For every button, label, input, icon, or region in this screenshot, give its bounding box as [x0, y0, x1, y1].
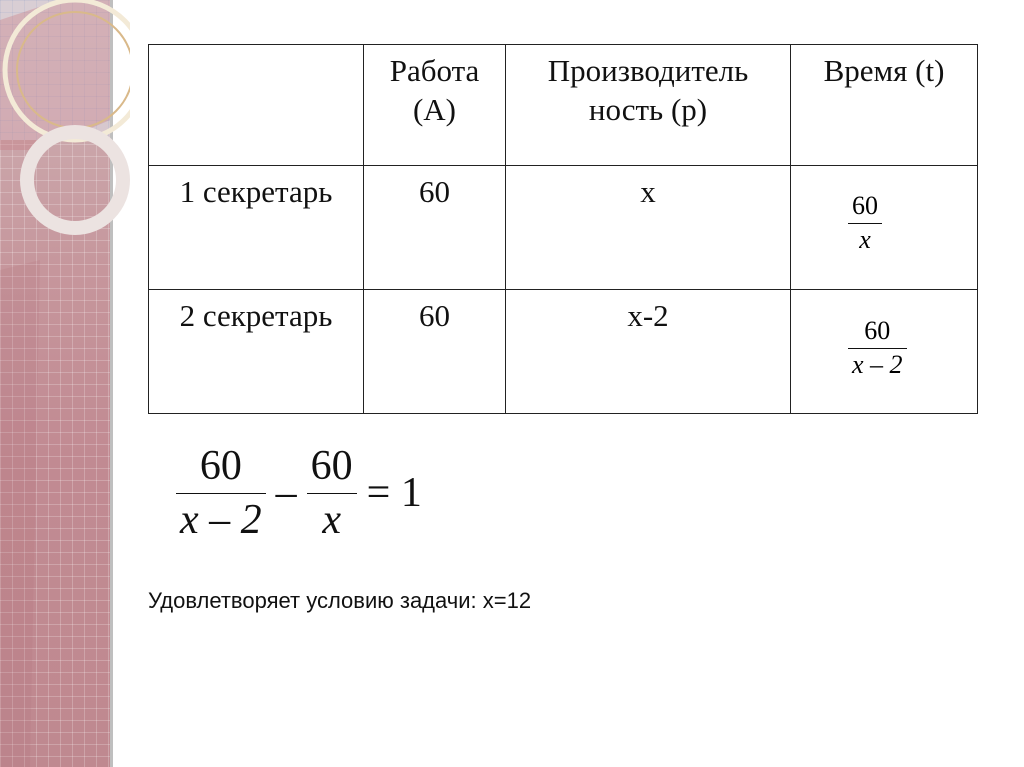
productivity-cell: x-2	[506, 290, 791, 414]
fraction-denominator: x – 2	[180, 496, 262, 543]
time-cell	[791, 166, 978, 290]
fraction-denominator: x – 2	[852, 349, 903, 379]
minus-sign: –	[275, 470, 297, 516]
time-fraction-2	[848, 315, 907, 381]
decorative-rings	[0, 0, 130, 767]
fraction-numerator: 60	[199, 443, 242, 489]
productivity-cell: x	[506, 166, 791, 290]
equals-one: = 1	[366, 470, 422, 516]
header-time: Время (t)	[791, 45, 978, 166]
work-cell: 60	[364, 290, 506, 414]
equation-left-fraction	[176, 440, 266, 546]
header-work: Работа (А)	[364, 45, 506, 166]
equation	[176, 440, 432, 546]
fraction-numerator: 60	[852, 191, 878, 220]
fraction-denominator: x	[859, 224, 871, 254]
row-label: 1 секретарь	[149, 166, 364, 290]
answer-text: Удовлетворяет условию задачи: х=12	[148, 588, 532, 613]
time-fraction-1	[848, 190, 882, 256]
table-header-row	[149, 45, 978, 166]
fraction-numerator: 60	[310, 443, 353, 489]
work-cell: 60	[364, 166, 506, 290]
fraction-denominator: x	[322, 496, 341, 543]
row-label: 2 секретарь	[149, 290, 364, 414]
equation-right-fraction	[307, 440, 357, 546]
fraction-numerator: 60	[864, 316, 891, 345]
header-productivity: Производитель ность (р)	[506, 45, 791, 166]
header-corner-cell	[149, 45, 364, 166]
